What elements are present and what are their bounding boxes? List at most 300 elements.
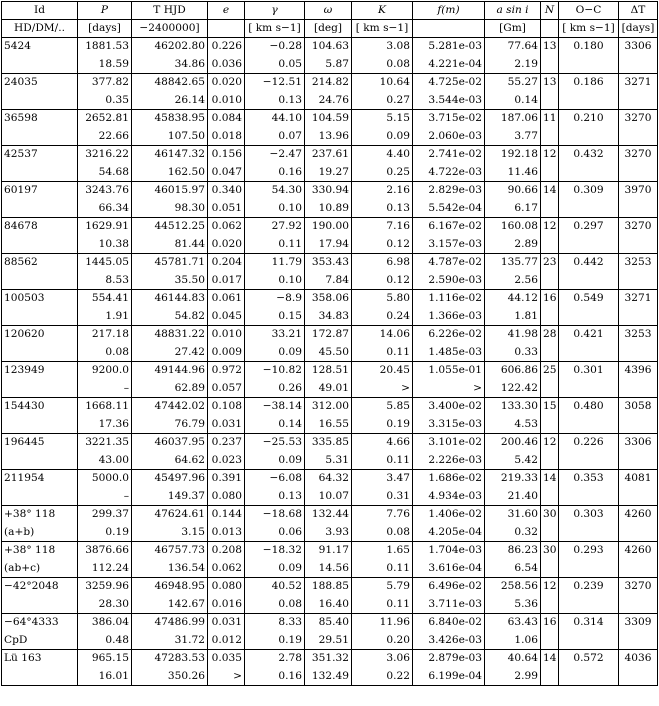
cell-a-sin-i: 2.99 xyxy=(485,668,541,686)
cell-period: 3259.96 xyxy=(78,578,132,596)
cell-id: 42537 xyxy=(2,146,78,164)
cell-gamma: 2.78 xyxy=(245,650,305,668)
cell-semi-amplitude: > xyxy=(352,380,413,398)
cell-mass-function: 6.199e-04 xyxy=(413,668,485,686)
cell-id: 88562 xyxy=(2,254,78,272)
cell-mass-function: 3.715e-02 xyxy=(413,110,485,128)
cell-time-span: 4396 xyxy=(619,362,658,380)
table-row-errors xyxy=(2,308,658,326)
cell-eccentricity: 0.061 xyxy=(208,290,245,308)
cell-id xyxy=(2,452,78,470)
cell-time-span: 4260 xyxy=(619,542,658,560)
cell-eccentricity: 0.062 xyxy=(208,560,245,578)
cell-period: 965.15 xyxy=(78,650,132,668)
cell-eccentricity: 0.045 xyxy=(208,308,245,326)
cell-mass-function: 1.485e-03 xyxy=(413,344,485,362)
cell-eccentricity: 0.018 xyxy=(208,128,245,146)
cell-omega: 188.85 xyxy=(305,578,352,596)
cell-time-span xyxy=(619,164,658,182)
cell-a-sin-i: 160.08 xyxy=(485,218,541,236)
cell-periastron-time: 54.82 xyxy=(132,308,208,326)
cell-mass-function: 4.725e-02 xyxy=(413,74,485,92)
cell-a-sin-i: 77.64 xyxy=(485,38,541,56)
cell-o-minus-c: 0.239 xyxy=(559,578,619,596)
cell-id xyxy=(2,380,78,398)
cell-periastron-time: 45497.96 xyxy=(132,470,208,488)
cell-time-span: 3271 xyxy=(619,290,658,308)
cell-period: 3876.66 xyxy=(78,542,132,560)
cell-time-span: 4260 xyxy=(619,506,658,524)
table-row xyxy=(2,74,658,92)
cell-o-minus-c: 0.293 xyxy=(559,542,619,560)
header-gamma: γ xyxy=(245,2,305,20)
cell-omega: 10.07 xyxy=(305,488,352,506)
cell-n-measurements: 12 xyxy=(541,578,559,596)
cell-n-measurements xyxy=(541,596,559,614)
cell-period: – xyxy=(78,380,132,398)
header-periastron-time: T HJD xyxy=(132,2,208,20)
cell-omega: 128.51 xyxy=(305,362,352,380)
cell-omega: 351.32 xyxy=(305,650,352,668)
cell-mass-function: 4.221e-04 xyxy=(413,56,485,74)
cell-semi-amplitude: 10.64 xyxy=(352,74,413,92)
cell-n-measurements: 16 xyxy=(541,290,559,308)
cell-n-measurements xyxy=(541,488,559,506)
cell-gamma: 0.07 xyxy=(245,128,305,146)
cell-omega: 29.51 xyxy=(305,632,352,650)
cell-mass-function: 6.496e-02 xyxy=(413,578,485,596)
cell-time-span: 3309 xyxy=(619,614,658,632)
table-row xyxy=(2,614,658,632)
cell-o-minus-c: 0.432 xyxy=(559,146,619,164)
cell-eccentricity: 0.057 xyxy=(208,380,245,398)
cell-n-measurements xyxy=(541,380,559,398)
header-omega: ω xyxy=(305,2,352,20)
cell-a-sin-i: 6.17 xyxy=(485,200,541,218)
cell-semi-amplitude: 0.11 xyxy=(352,596,413,614)
cell-eccentricity: 0.391 xyxy=(208,470,245,488)
table-row xyxy=(2,218,658,236)
cell-period: 217.18 xyxy=(78,326,132,344)
cell-periastron-time: 350.26 xyxy=(132,668,208,686)
cell-eccentricity: 0.020 xyxy=(208,74,245,92)
cell-id: 36598 xyxy=(2,110,78,128)
cell-o-minus-c: 0.549 xyxy=(559,290,619,308)
cell-period: 1881.53 xyxy=(78,38,132,56)
cell-o-minus-c xyxy=(559,632,619,650)
table-row-errors xyxy=(2,200,658,218)
cell-n-measurements: 11 xyxy=(541,110,559,128)
cell-omega: 64.32 xyxy=(305,470,352,488)
cell-semi-amplitude: 20.45 xyxy=(352,362,413,380)
cell-periastron-time: 46144.83 xyxy=(132,290,208,308)
cell-omega: 312.00 xyxy=(305,398,352,416)
cell-a-sin-i: 6.54 xyxy=(485,560,541,578)
cell-periastron-time: 98.30 xyxy=(132,200,208,218)
header-mass-function: f(m) xyxy=(413,2,485,20)
cell-o-minus-c: 0.421 xyxy=(559,326,619,344)
cell-semi-amplitude: 0.20 xyxy=(352,632,413,650)
cell-semi-amplitude: 5.79 xyxy=(352,578,413,596)
cell-id: 196445 xyxy=(2,434,78,452)
cell-periastron-time: 62.89 xyxy=(132,380,208,398)
cell-mass-function: 3.101e-02 xyxy=(413,434,485,452)
cell-o-minus-c: 0.186 xyxy=(559,74,619,92)
cell-a-sin-i: 3.77 xyxy=(485,128,541,146)
table-row-errors xyxy=(2,380,658,398)
cell-time-span xyxy=(619,236,658,254)
cell-periastron-time: 46147.32 xyxy=(132,146,208,164)
cell-id: (a+b) xyxy=(2,524,78,542)
header-n-measurements xyxy=(541,20,559,38)
cell-n-measurements xyxy=(541,560,559,578)
cell-gamma: 0.19 xyxy=(245,632,305,650)
cell-period: 10.38 xyxy=(78,236,132,254)
cell-mass-function: 6.226e-02 xyxy=(413,326,485,344)
cell-gamma: −8.9 xyxy=(245,290,305,308)
cell-id: +38° 118 xyxy=(2,506,78,524)
header-id: HD/DM/.. xyxy=(2,20,78,38)
cell-periastron-time: 46015.97 xyxy=(132,182,208,200)
cell-period: 3221.35 xyxy=(78,434,132,452)
cell-omega: 214.82 xyxy=(305,74,352,92)
cell-time-span xyxy=(619,200,658,218)
cell-id: 211954 xyxy=(2,470,78,488)
cell-semi-amplitude: 11.96 xyxy=(352,614,413,632)
cell-id xyxy=(2,272,78,290)
cell-mass-function: 1.055e-01 xyxy=(413,362,485,380)
cell-id: 100503 xyxy=(2,290,78,308)
cell-a-sin-i: 1.81 xyxy=(485,308,541,326)
cell-gamma: 0.08 xyxy=(245,596,305,614)
cell-id: CpD xyxy=(2,632,78,650)
cell-n-measurements: 14 xyxy=(541,182,559,200)
cell-mass-function: 2.060e-03 xyxy=(413,128,485,146)
cell-gamma: 0.26 xyxy=(245,380,305,398)
cell-id: −42°2048 xyxy=(2,578,78,596)
header-semi-amplitude: K xyxy=(352,2,413,20)
cell-semi-amplitude: 0.31 xyxy=(352,488,413,506)
cell-periastron-time: 48831.22 xyxy=(132,326,208,344)
cell-n-measurements: 14 xyxy=(541,470,559,488)
cell-time-span xyxy=(619,632,658,650)
cell-id xyxy=(2,56,78,74)
table-row xyxy=(2,578,658,596)
cell-o-minus-c xyxy=(559,164,619,182)
cell-gamma: −2.47 xyxy=(245,146,305,164)
table-row xyxy=(2,434,658,452)
header-a-sin-i: a sin i xyxy=(485,2,541,20)
cell-omega: 335.85 xyxy=(305,434,352,452)
cell-id xyxy=(2,488,78,506)
cell-o-minus-c: 0.301 xyxy=(559,362,619,380)
table-row-errors xyxy=(2,632,658,650)
cell-n-measurements: 13 xyxy=(541,74,559,92)
cell-eccentricity: 0.156 xyxy=(208,146,245,164)
cell-omega: 45.50 xyxy=(305,344,352,362)
cell-n-measurements: 23 xyxy=(541,254,559,272)
cell-mass-function: 1.116e-02 xyxy=(413,290,485,308)
cell-a-sin-i: 31.60 xyxy=(485,506,541,524)
table-row-errors xyxy=(2,92,658,110)
cell-n-measurements: 14 xyxy=(541,650,559,668)
cell-period: 8.53 xyxy=(78,272,132,290)
cell-eccentricity: 0.010 xyxy=(208,92,245,110)
cell-period: 2652.81 xyxy=(78,110,132,128)
cell-semi-amplitude: 0.09 xyxy=(352,128,413,146)
cell-semi-amplitude: 7.76 xyxy=(352,506,413,524)
cell-id: 84678 xyxy=(2,218,78,236)
table-row xyxy=(2,470,658,488)
cell-n-measurements xyxy=(541,452,559,470)
cell-period: 22.66 xyxy=(78,128,132,146)
cell-o-minus-c: 0.226 xyxy=(559,434,619,452)
cell-n-measurements: 30 xyxy=(541,506,559,524)
cell-o-minus-c xyxy=(559,236,619,254)
cell-periastron-time: 46948.95 xyxy=(132,578,208,596)
header-omega: [deg] xyxy=(305,20,352,38)
cell-id: Lü 163 xyxy=(2,650,78,668)
cell-semi-amplitude: 0.24 xyxy=(352,308,413,326)
cell-id xyxy=(2,344,78,362)
cell-mass-function: 3.157e-03 xyxy=(413,236,485,254)
cell-periastron-time: 81.44 xyxy=(132,236,208,254)
cell-periastron-time: 34.86 xyxy=(132,56,208,74)
cell-n-measurements: 25 xyxy=(541,362,559,380)
cell-period: 1629.91 xyxy=(78,218,132,236)
cell-a-sin-i: 90.66 xyxy=(485,182,541,200)
cell-gamma: 44.10 xyxy=(245,110,305,128)
cell-omega: 16.55 xyxy=(305,416,352,434)
cell-id: 123949 xyxy=(2,362,78,380)
table-row-errors xyxy=(2,236,658,254)
cell-omega: 5.31 xyxy=(305,452,352,470)
cell-n-measurements xyxy=(541,200,559,218)
cell-a-sin-i: 2.89 xyxy=(485,236,541,254)
cell-semi-amplitude: 0.12 xyxy=(352,236,413,254)
orbital-elements-table xyxy=(1,1,658,686)
cell-id: 5424 xyxy=(2,38,78,56)
cell-semi-amplitude: 5.15 xyxy=(352,110,413,128)
cell-mass-function: 3.426e-03 xyxy=(413,632,485,650)
table-row xyxy=(2,38,658,56)
cell-periastron-time: 47624.61 xyxy=(132,506,208,524)
cell-time-span xyxy=(619,524,658,542)
cell-periastron-time: 44512.25 xyxy=(132,218,208,236)
cell-o-minus-c xyxy=(559,452,619,470)
cell-o-minus-c xyxy=(559,380,619,398)
cell-a-sin-i: 0.33 xyxy=(485,344,541,362)
cell-id: 60197 xyxy=(2,182,78,200)
cell-n-measurements xyxy=(541,164,559,182)
cell-eccentricity: > xyxy=(208,668,245,686)
cell-gamma: 0.10 xyxy=(245,200,305,218)
cell-period: 17.36 xyxy=(78,416,132,434)
cell-omega: 16.40 xyxy=(305,596,352,614)
table-row-errors xyxy=(2,596,658,614)
cell-id xyxy=(2,596,78,614)
cell-gamma: 40.52 xyxy=(245,578,305,596)
cell-gamma: 33.21 xyxy=(245,326,305,344)
cell-mass-function: 2.226e-03 xyxy=(413,452,485,470)
cell-period: 5000.0 xyxy=(78,470,132,488)
table-row xyxy=(2,398,658,416)
cell-time-span xyxy=(619,452,658,470)
cell-eccentricity: 0.208 xyxy=(208,542,245,560)
cell-a-sin-i: 5.36 xyxy=(485,596,541,614)
cell-semi-amplitude: 0.08 xyxy=(352,524,413,542)
cell-mass-function: 1.366e-03 xyxy=(413,308,485,326)
cell-period: 1.91 xyxy=(78,308,132,326)
cell-gamma: 54.30 xyxy=(245,182,305,200)
table-row xyxy=(2,650,658,668)
cell-gamma: 0.09 xyxy=(245,344,305,362)
cell-gamma: 0.06 xyxy=(245,524,305,542)
cell-id xyxy=(2,308,78,326)
cell-a-sin-i: 11.46 xyxy=(485,164,541,182)
cell-eccentricity: 0.010 xyxy=(208,326,245,344)
table-body xyxy=(2,38,658,686)
cell-o-minus-c: 0.309 xyxy=(559,182,619,200)
cell-o-minus-c xyxy=(559,56,619,74)
cell-periastron-time: 136.54 xyxy=(132,560,208,578)
cell-periastron-time: 64.62 xyxy=(132,452,208,470)
table-row xyxy=(2,110,658,128)
cell-omega: 85.40 xyxy=(305,614,352,632)
cell-time-span xyxy=(619,308,658,326)
cell-time-span xyxy=(619,596,658,614)
cell-semi-amplitude: 6.98 xyxy=(352,254,413,272)
cell-time-span: 3270 xyxy=(619,218,658,236)
cell-o-minus-c xyxy=(559,596,619,614)
cell-mass-function: 5.281e-03 xyxy=(413,38,485,56)
cell-id xyxy=(2,416,78,434)
cell-eccentricity: 0.017 xyxy=(208,272,245,290)
cell-o-minus-c: 0.303 xyxy=(559,506,619,524)
cell-a-sin-i: 606.86 xyxy=(485,362,541,380)
cell-period: 3243.76 xyxy=(78,182,132,200)
header-time-span: [days] xyxy=(619,20,658,38)
cell-n-measurements xyxy=(541,524,559,542)
cell-semi-amplitude: 5.80 xyxy=(352,290,413,308)
cell-id: 154430 xyxy=(2,398,78,416)
cell-periastron-time: 47283.53 xyxy=(132,650,208,668)
cell-semi-amplitude: 1.65 xyxy=(352,542,413,560)
cell-semi-amplitude: 0.27 xyxy=(352,92,413,110)
cell-omega: 330.94 xyxy=(305,182,352,200)
cell-mass-function: 3.711e-03 xyxy=(413,596,485,614)
cell-period: 299.37 xyxy=(78,506,132,524)
cell-semi-amplitude: 0.22 xyxy=(352,668,413,686)
cell-mass-function: 2.590e-03 xyxy=(413,272,485,290)
cell-omega: 5.87 xyxy=(305,56,352,74)
cell-gamma: 0.14 xyxy=(245,416,305,434)
table-row-errors xyxy=(2,524,658,542)
cell-n-measurements: 12 xyxy=(541,218,559,236)
cell-o-minus-c: 0.314 xyxy=(559,614,619,632)
table-row xyxy=(2,146,658,164)
cell-period: 386.04 xyxy=(78,614,132,632)
cell-id xyxy=(2,128,78,146)
cell-omega: 34.83 xyxy=(305,308,352,326)
cell-o-minus-c: 0.480 xyxy=(559,398,619,416)
cell-period: 54.68 xyxy=(78,164,132,182)
cell-time-span: 4081 xyxy=(619,470,658,488)
cell-eccentricity: 0.023 xyxy=(208,452,245,470)
cell-a-sin-i: 44.12 xyxy=(485,290,541,308)
cell-n-measurements: 16 xyxy=(541,614,559,632)
cell-mass-function: 3.315e-03 xyxy=(413,416,485,434)
cell-time-span: 3058 xyxy=(619,398,658,416)
cell-o-minus-c: 0.180 xyxy=(559,38,619,56)
cell-omega: 190.00 xyxy=(305,218,352,236)
cell-mass-function: 2.879e-03 xyxy=(413,650,485,668)
cell-periastron-time: 31.72 xyxy=(132,632,208,650)
cell-id xyxy=(2,92,78,110)
cell-eccentricity: 0.226 xyxy=(208,38,245,56)
cell-omega: 13.96 xyxy=(305,128,352,146)
cell-time-span xyxy=(619,488,658,506)
header-mass-function xyxy=(413,20,485,38)
cell-gamma: 0.16 xyxy=(245,668,305,686)
header-o-minus-c: O−C xyxy=(559,2,619,20)
cell-a-sin-i: 219.33 xyxy=(485,470,541,488)
cell-mass-function: 4.205e-04 xyxy=(413,524,485,542)
cell-time-span xyxy=(619,344,658,362)
cell-mass-function: 6.840e-02 xyxy=(413,614,485,632)
cell-n-measurements xyxy=(541,92,559,110)
cell-time-span xyxy=(619,92,658,110)
cell-id xyxy=(2,668,78,686)
header-id: Id xyxy=(2,2,78,20)
cell-periastron-time: 3.15 xyxy=(132,524,208,542)
cell-omega: 49.01 xyxy=(305,380,352,398)
table-row xyxy=(2,254,658,272)
cell-gamma: 0.05 xyxy=(245,56,305,74)
cell-n-measurements xyxy=(541,236,559,254)
cell-mass-function: 3.544e-03 xyxy=(413,92,485,110)
cell-periastron-time: 149.37 xyxy=(132,488,208,506)
cell-a-sin-i: 2.56 xyxy=(485,272,541,290)
cell-periastron-time: 49144.96 xyxy=(132,362,208,380)
cell-gamma: −18.68 xyxy=(245,506,305,524)
cell-gamma: 0.16 xyxy=(245,164,305,182)
cell-time-span: 3306 xyxy=(619,434,658,452)
cell-o-minus-c xyxy=(559,344,619,362)
cell-period: – xyxy=(78,488,132,506)
cell-eccentricity: 0.035 xyxy=(208,650,245,668)
cell-period: 18.59 xyxy=(78,56,132,74)
cell-omega: 172.87 xyxy=(305,326,352,344)
cell-mass-function: 3.616e-04 xyxy=(413,560,485,578)
cell-period: 0.19 xyxy=(78,524,132,542)
cell-eccentricity: 0.047 xyxy=(208,164,245,182)
cell-o-minus-c xyxy=(559,200,619,218)
cell-period: 0.35 xyxy=(78,92,132,110)
cell-semi-amplitude: 0.19 xyxy=(352,416,413,434)
table-row-errors xyxy=(2,488,658,506)
cell-o-minus-c xyxy=(559,272,619,290)
cell-period: 16.01 xyxy=(78,668,132,686)
cell-id xyxy=(2,200,78,218)
cell-eccentricity: 0.237 xyxy=(208,434,245,452)
cell-mass-function: 5.542e-04 xyxy=(413,200,485,218)
table-row xyxy=(2,326,658,344)
cell-omega: 358.06 xyxy=(305,290,352,308)
cell-omega: 132.49 xyxy=(305,668,352,686)
table-row-errors xyxy=(2,272,658,290)
cell-n-measurements xyxy=(541,308,559,326)
